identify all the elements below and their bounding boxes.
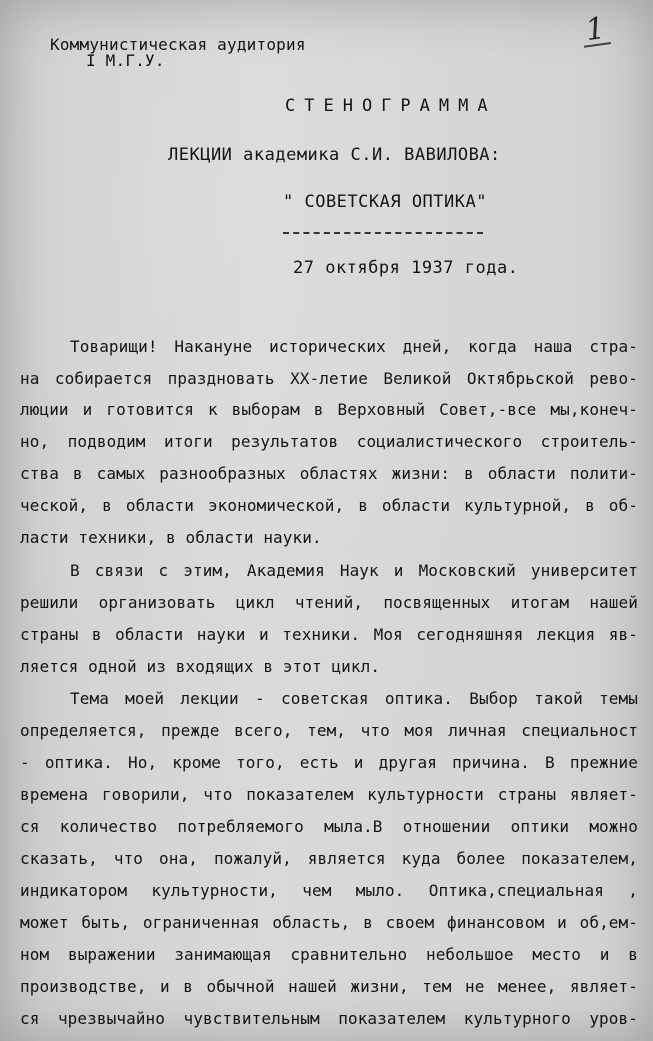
title-underline-divider (283, 232, 483, 234)
body-line: ласти техники, в области науки. (20, 528, 322, 547)
body-line: страны в области науки и техники. Моя сегодняшняя лекция яв- (20, 625, 638, 644)
body-line: производстве, и в обычной нашей жизни, тем не менее, являет- (20, 977, 638, 996)
body-line: на собирается праздновать XX-летие Великой Октябрьской рево- (20, 369, 638, 388)
header-institution: Коммунистическая аудитория (50, 35, 306, 54)
page-number: 1 (580, 14, 611, 47)
body-line: В связи с этим, Академия Наук и Московский университет (70, 561, 638, 580)
body-line: ства в самых разнообразных областях жизни: в области полити- (20, 464, 638, 483)
document-subtitle: ЛЕКЦИИ академика С.И. ВАВИЛОВА: (168, 145, 501, 165)
body-line: решили организовать цикл чтений, посвященных итогам нашей (20, 593, 638, 612)
document-title: СТЕНОГРАММА (285, 96, 497, 116)
body-line: ся количество потребляемого мыла.В отношении оптики можно (20, 817, 638, 836)
body-line: ческой, в области экономической, в области культурной, в об- (20, 496, 638, 515)
body-line: ном выражении занимающая сравнительно небольшое место и в (20, 945, 638, 964)
body-line: времена говорили, что показателем культурности страны являет- (20, 785, 638, 804)
body-line: Товарищи! Накануне исторических дней, когда наша стра- (70, 337, 638, 356)
body-line: ся чрезвычайно чувствительным показателем культурного уров- (20, 1009, 638, 1028)
body-line: но, подводим итоги результатов социалистического строитель- (20, 432, 638, 451)
body-line: определяется, прежде всего, тем, что моя личная специальност (20, 721, 638, 740)
lecture-date: 27 октября 1937 года. (293, 258, 519, 278)
body-line: индикатором культурности, чем мыло. Оптика,специальная , (20, 881, 638, 900)
body-line: люции и готовится к выборам в Верховный Совет,-все мы,конеч- (20, 400, 638, 419)
body-line: - оптика. Но, кроме того, есть и другая причина. В прежние (20, 753, 638, 772)
lecture-title: " СОВЕТСКАЯ ОПТИКА" (283, 192, 487, 212)
body-line: Тема моей лекции - советская оптика. Выбор такой темы (70, 689, 638, 708)
header-university: I М.Г.У. (86, 51, 165, 70)
body-line: ляется одной из входящих в этот цикл. (20, 657, 381, 676)
body-line: сказать, что она, пожалуй, является куда более показателем, (20, 849, 638, 868)
body-line: может быть, ограниченная область, в своем финансовом и об,ем- (20, 913, 638, 932)
